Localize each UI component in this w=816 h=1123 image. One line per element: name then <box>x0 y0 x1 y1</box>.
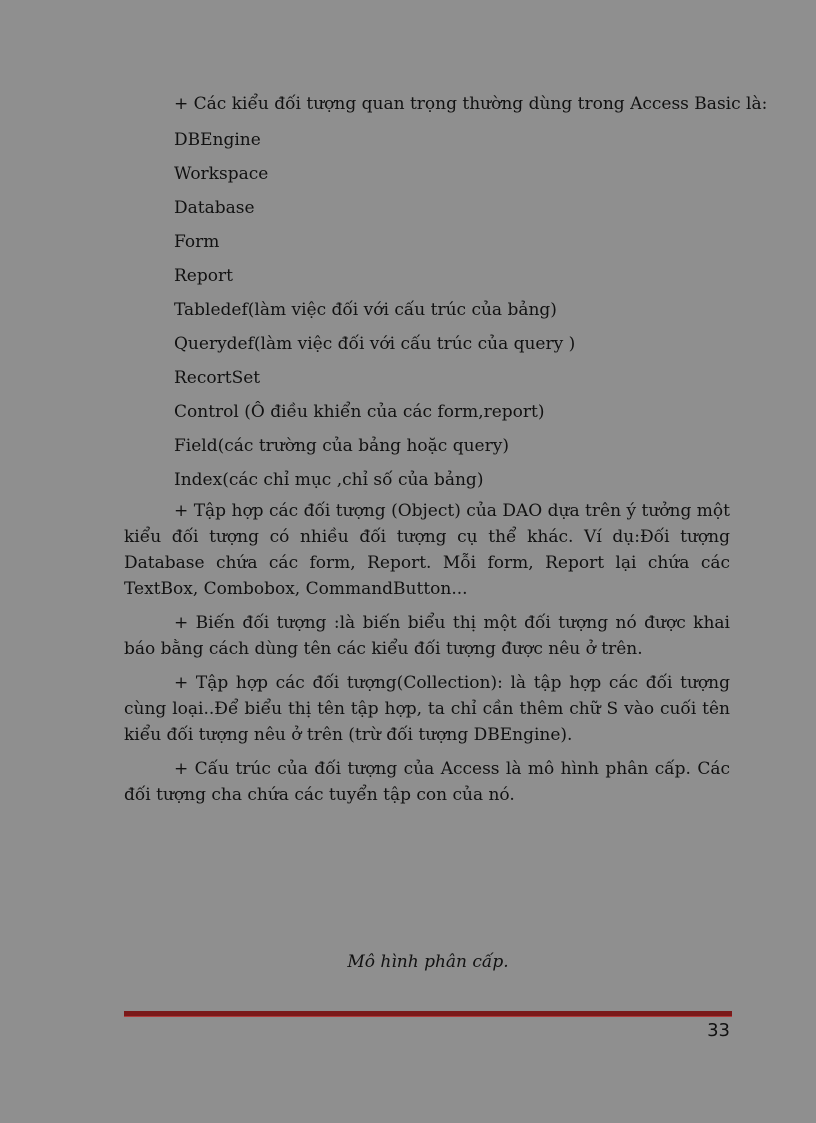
paragraph-collection: + Tập hợp các đối tượng(Collection): là tập hợp các đối tượng cùng loại..Để biểu thị tên tập hợp, ta chỉ cần thêm chữ S vào cuối tên kiểu đối tượng nêu ở trên (trừ đối tượng DBEngine). <box>124 673 730 745</box>
list-item: DBEngine <box>174 130 261 150</box>
paragraph-structure: + Cấu trúc của đối tượng của Access là mô hình phân cấp. Các đối tượng cha chứa các tuyển tập con của nó. <box>124 759 730 805</box>
footer-divider <box>124 1011 732 1017</box>
paragraph-object-variable: + Biến đối tượng :là biến biểu thị một đối tượng nó được khai báo bằng cách dùng tên các kiểu đối tượng được nêu ở trên. <box>124 613 730 659</box>
list-item: Workspace <box>174 164 269 184</box>
list-item: Field(các trường của bảng hoặc query) <box>174 436 509 456</box>
list-item: Database <box>174 198 255 218</box>
list-item: Control (Ô điều khiển của các form,report) <box>174 402 545 422</box>
intro-line: + Các kiểu đối tượng quan trọng thường dùng trong Access Basic là: <box>174 94 768 114</box>
paragraph-object-collection: + Tập hợp các đối tượng (Object) của DAO dựa trên ý tưởng một kiểu đối tượng có nhiều đối tượng cụ thể khác. Ví dụ:Đối tượng Database chứa các form, Report. Mỗi form, Report lại chứa các TextBox, Combobox, CommandButton... <box>124 501 730 599</box>
page-number: 33 <box>707 1020 730 1041</box>
list-item: Form <box>174 232 220 252</box>
list-item: Tabledef(làm việc đối với cấu trúc của bảng) <box>174 300 557 320</box>
figure-caption: Mô hình phân cấp. <box>347 952 509 972</box>
list-item: Report <box>174 266 233 286</box>
object-type-list <box>174 128 575 502</box>
list-item: Index(các chỉ mục ,chỉ số của bảng) <box>174 470 484 490</box>
list-item: RecortSet <box>174 368 261 388</box>
list-item: Querydef(làm việc đối với cấu trúc của query ) <box>174 334 576 354</box>
